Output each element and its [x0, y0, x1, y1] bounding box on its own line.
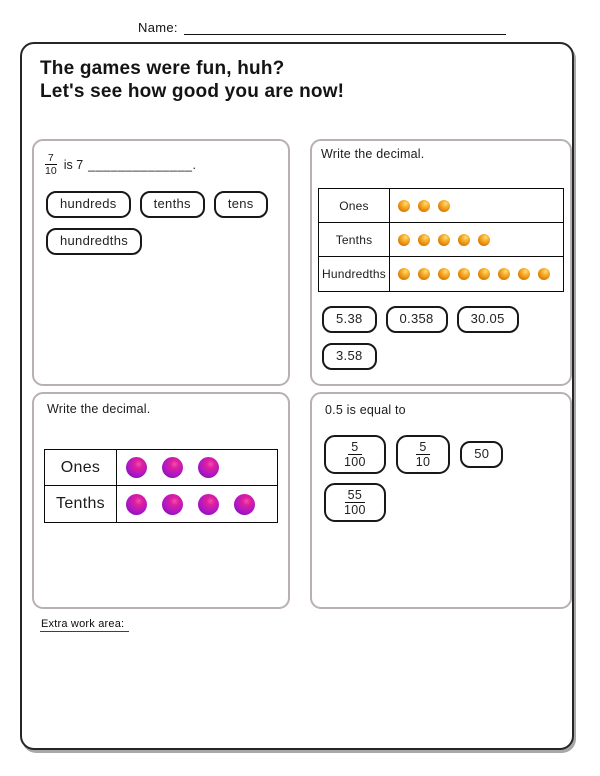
- dot-cell: [117, 450, 219, 485]
- answer-option-0.358[interactable]: 0.358: [386, 306, 448, 333]
- counter-dot: [398, 234, 410, 246]
- fraction-denominator: 10: [45, 165, 57, 178]
- counter-dot: [478, 268, 490, 280]
- worksheet-sheet: [20, 42, 574, 750]
- counter-dot: [398, 268, 410, 280]
- counter-dot: [162, 494, 183, 515]
- place-value-row: [45, 450, 277, 486]
- fraction-numerator: 5: [348, 440, 362, 455]
- answer-options: [322, 306, 564, 370]
- counter-dot: [198, 457, 219, 478]
- panel-equivalence: [310, 392, 572, 609]
- counter-dot: [198, 494, 219, 515]
- counter-dot: [126, 457, 147, 478]
- dot-cell: [117, 486, 255, 522]
- counter-dot: [458, 234, 470, 246]
- question-text: [44, 152, 278, 177]
- counter-dot: [398, 200, 410, 212]
- answer-option-50[interactable]: 50: [460, 441, 503, 468]
- counter-dot: [438, 200, 450, 212]
- answer-options: [324, 435, 560, 522]
- dot-cell: [390, 223, 490, 256]
- place-value-label: Tenths: [45, 486, 117, 522]
- panel-title: 0.5 is equal to: [325, 403, 406, 417]
- answer-option-5-100[interactable]: [324, 435, 386, 474]
- answer-option-30.05[interactable]: 30.05: [457, 306, 519, 333]
- answer-option-tens[interactable]: tens: [214, 191, 268, 218]
- fraction: [343, 440, 367, 470]
- answer-options: [46, 191, 278, 255]
- place-value-label: Ones: [45, 450, 117, 485]
- name-blank-line[interactable]: [184, 21, 506, 35]
- answer-option-5-10[interactable]: [396, 435, 451, 474]
- counter-dot: [418, 268, 430, 280]
- panel-title: Write the decimal.: [321, 147, 425, 161]
- question-fraction: [44, 152, 58, 177]
- counter-dot: [234, 494, 255, 515]
- counter-dot: [438, 234, 450, 246]
- panel-write-decimal-magenta: [32, 392, 290, 609]
- answer-option-hundreds[interactable]: hundreds: [46, 191, 131, 218]
- place-value-row: [319, 223, 563, 257]
- place-value-label: Ones: [319, 189, 390, 222]
- answer-option-55-100[interactable]: [324, 483, 386, 522]
- fraction: [415, 440, 432, 470]
- name-row: [138, 20, 506, 35]
- question-rest: is 7: [63, 157, 84, 172]
- answer-option-3.58[interactable]: 3.58: [322, 343, 377, 370]
- fraction-denominator: 100: [344, 455, 366, 470]
- place-value-table: [318, 188, 564, 292]
- place-value-label: Tenths: [319, 223, 390, 256]
- fraction: [343, 488, 367, 518]
- fraction-numerator: 55: [345, 488, 366, 503]
- answer-blank[interactable]: ______________.: [88, 157, 197, 172]
- place-value-label: Hundredths: [319, 257, 390, 291]
- counter-dot: [518, 268, 530, 280]
- panel-write-decimal-orange: [310, 139, 572, 386]
- panel-fraction-question: [32, 139, 290, 386]
- fraction-denominator: 10: [415, 455, 431, 470]
- counter-dot: [538, 268, 550, 280]
- extra-work-label: Extra work area:: [40, 618, 129, 632]
- answer-option-hundredths[interactable]: hundredths: [46, 228, 142, 255]
- answer-option-tenths[interactable]: tenths: [140, 191, 205, 218]
- counter-dot: [438, 268, 450, 280]
- answer-option-5.38[interactable]: 5.38: [322, 306, 377, 333]
- fraction-denominator: 100: [344, 503, 366, 518]
- fraction-numerator: 7: [45, 152, 57, 165]
- counter-dot: [418, 200, 430, 212]
- title-line-2: Let's see how good you are now!: [40, 81, 345, 102]
- counter-dot: [418, 234, 430, 246]
- panel-title: Write the decimal.: [47, 402, 151, 416]
- counter-dot: [126, 494, 147, 515]
- dot-cell: [390, 189, 450, 222]
- name-label: Name:: [138, 20, 178, 35]
- counter-dot: [458, 268, 470, 280]
- place-value-table: [44, 449, 278, 523]
- counter-dot: [498, 268, 510, 280]
- fraction-numerator: 5: [416, 440, 430, 455]
- place-value-row: [45, 486, 277, 522]
- title-line-1: The games were fun, huh?: [40, 58, 285, 79]
- place-value-row: [319, 257, 563, 291]
- dot-cell: [390, 257, 550, 291]
- counter-dot: [478, 234, 490, 246]
- place-value-row: [319, 189, 563, 223]
- worksheet-title: [40, 57, 344, 103]
- counter-dot: [162, 457, 183, 478]
